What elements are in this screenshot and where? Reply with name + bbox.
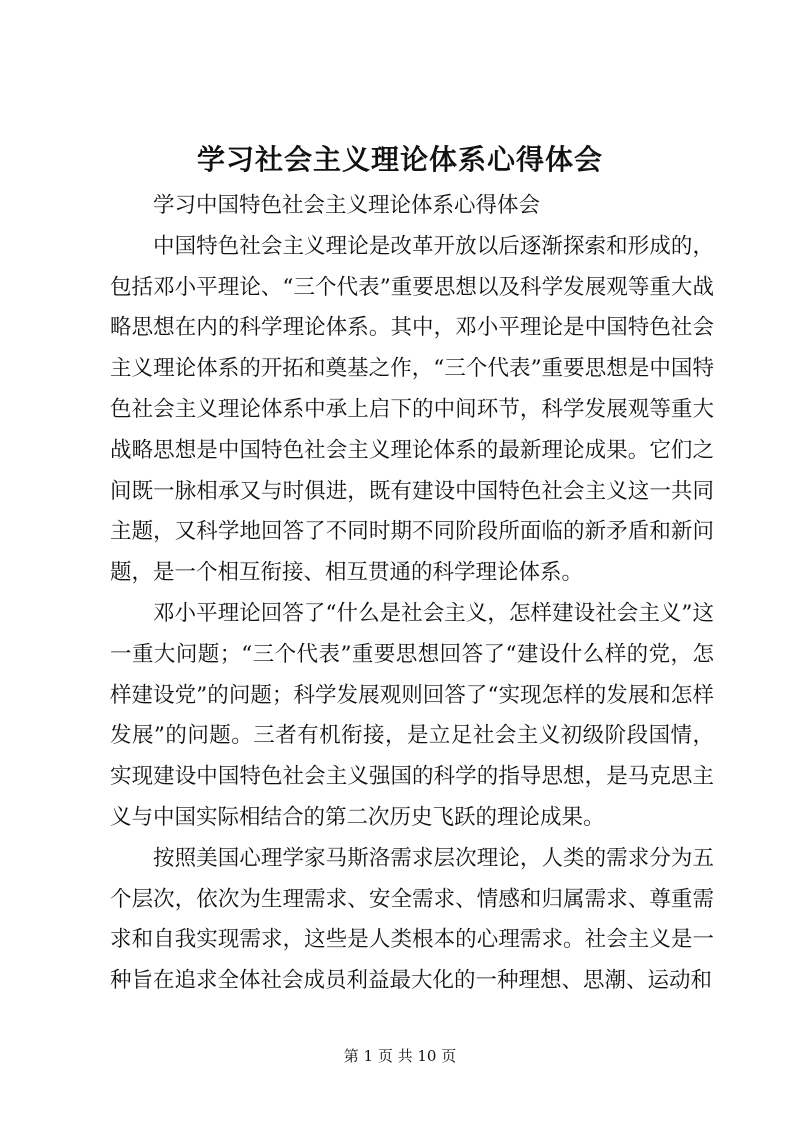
paragraph-1: 中国特色社会主义理论是改革开放以后逐渐探索和形成的，包括邓小平理论、“三个代表”重要思想以及科学发展观等重大战略思想在内的科学理论体系。其中，邓小平理论是中国特色社会主义理论体系的开拓和奠基之作，“三个代表”重要思想是中国特色社会主义理论体系中承上启下的中间环节，科学发展观等重大战略思想是中国特色社会主义理论体系的最新理论成果。它们之间既一脉相承又与时俱进，既有建设中国特色社会主义这一共同主题，又科学地回答了不同时期不同阶段所面临的新矛盾和新问题，是一个相互衔接、相互贯通的科学理论体系。 — [110, 233, 714, 586]
document-subtitle: 学习中国特色社会主义理论体系心得体会 — [153, 193, 541, 218]
document-title: 学习社会主义理论体系心得体会 — [196, 143, 603, 176]
paragraph-3: 按照美国心理学家马斯洛需求层次理论，人类的需求分为五个层次，依次为生理需求、安全需求、情感和归属需求、尊重需求和自我实现需求，这些是人类根本的心理需求。社会主义是一种旨在追求全体社会成员利益最大化的一种理想、思潮、运动和 — [110, 845, 714, 994]
document-body — [110, 186, 714, 1002]
page-number-footer: 第 1 页 共 10 页 — [343, 1047, 457, 1065]
paragraph-2: 邓小平理论回答了“什么是社会主义，怎样建设社会主义”这一重大问题；“三个代表”重要思想回答了“建设什么样的党，怎样建设党”的问题；科学发展观则回答了“实现怎样的发展和怎样发展”的问题。三者有机衔接，是立足社会主义初级阶段国情，实现建设中国特色社会主义强国的科学的指导思想，是马克思主义与中国实际相结合的第二次历史飞跃的理论成果。 — [110, 600, 714, 830]
